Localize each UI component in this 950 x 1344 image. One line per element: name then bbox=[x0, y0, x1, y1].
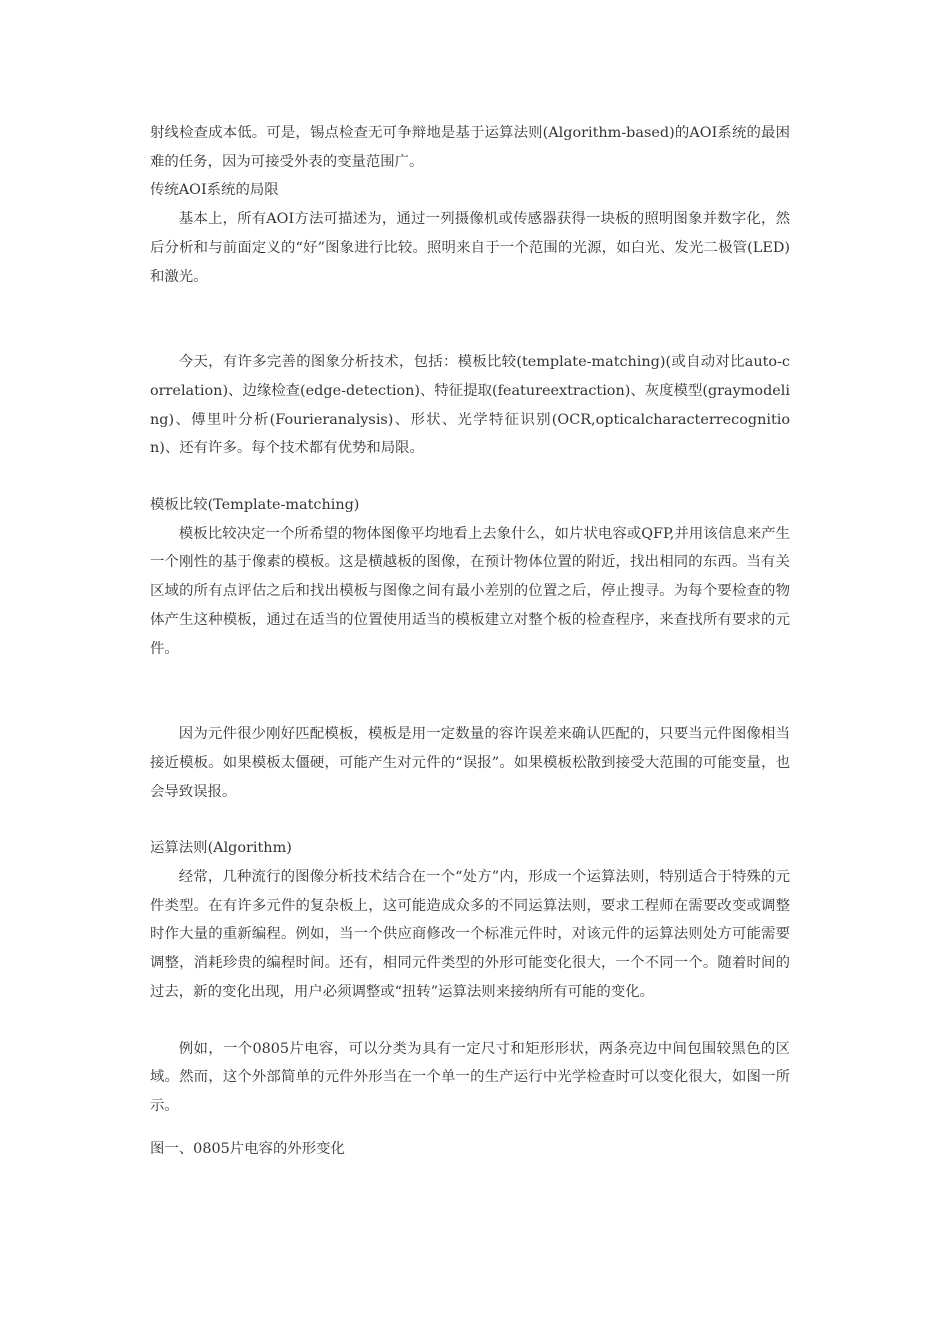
paragraph-aoi-methods: 基本上，所有AOI方法可描述为，通过一列摄像机或传感器获得一块板的照明图象并数字化，然后分析和与前面定义的“好”图象进行比较。照明来自于一个范围的光源，如白光、发光二极管(LED)和激光。 bbox=[150, 211, 790, 285]
spacer bbox=[150, 463, 790, 491]
paragraph-image-analysis-techniques: 今天，有许多完善的图象分析技术，包括：模板比较(template-matching)(或自动对比auto-correlation)、边缘检查(edge-detection)、特征提取(featureextraction)、灰度模型(graymodeling)、傅里叶分析(Fourieranalysis)、形状、光学特征识别(OCR,opticalcharacterrecognition)、还有许多。每个技术都有优势和局限。 bbox=[150, 354, 790, 457]
figure-caption: 图一、0805片电容的外形变化 bbox=[150, 1140, 345, 1157]
section-heading-algorithm: 运算法则(Algorithm) bbox=[150, 840, 292, 857]
paragraph-template-tolerance: 因为元件很少刚好匹配模板，模板是用一定数量的容许误差来确认匹配的，只要当元件图像相当接近模板。如果模板太僵硬，可能产生对元件的“误报”。如果模板松散到接受大范围的可能变量，也会导致误报。 bbox=[150, 726, 790, 800]
spacer bbox=[150, 1121, 790, 1135]
paragraph-algorithm-recipe: 经常，几种流行的图像分析技术结合在一个“处方”内，形成一个运算法则，特别适合于特殊的元件类型。在有许多元件的复杂板上，这可能造成众多的不同运算法则，要求工程师在需要改变或调整时作大量的重新编程。例如，当一个供应商修改一个标准元件时，对该元件的运算法则处方可能需要调整，消耗珍贵的编程时间。还有，相同元件类型的外形可能变化很大，一个不同一个。随着时间的过去，新的变化出现，用户必须调整或“扭转”运算法则来接纳所有可能的变化。 bbox=[150, 869, 790, 1000]
section-heading-template-matching: 模板比较(Template-matching) bbox=[150, 497, 360, 514]
intro-paragraph: 射线检查成本低。可是，锡点检查无可争辩地是基于运算法则(Algorithm-based)的AOI系统的最困难的任务，因为可接受外表的变量范围广。 bbox=[150, 125, 790, 170]
paragraph-template-matching: 模板比较决定一个所希望的物体图像平均地看上去象什么，如片状电容或QFP,并用该信息来产生一个刚性的基于像素的模板。这是横越板的图像，在预计物体位置的附近，找出相同的东西。当有关区域的所有点评估之后和找出模板与图像之间有最小差别的位置之后，停止搜寻。为每个要检查的物体产生这种模板，通过在适当的位置使用适当的模板建立对整个板的检查程序，来查找所有要求的元件。 bbox=[150, 525, 790, 657]
spacer bbox=[150, 1007, 790, 1035]
section-heading-aoi-limits: 传统AOI系统的局限 bbox=[150, 182, 279, 199]
paragraph-0805-example: 例如，一个0805片电容，可以分类为具有一定尺寸和矩形形状，两条亮边中间包围较黑色的区域。然而，这个外部简单的元件外形当在一个单一的生产运行中光学检查时可以变化很大，如图一所示。 bbox=[150, 1040, 790, 1114]
spacer bbox=[150, 806, 790, 834]
document-body bbox=[150, 119, 790, 1163]
spacer bbox=[150, 663, 790, 720]
spacer bbox=[150, 291, 790, 348]
